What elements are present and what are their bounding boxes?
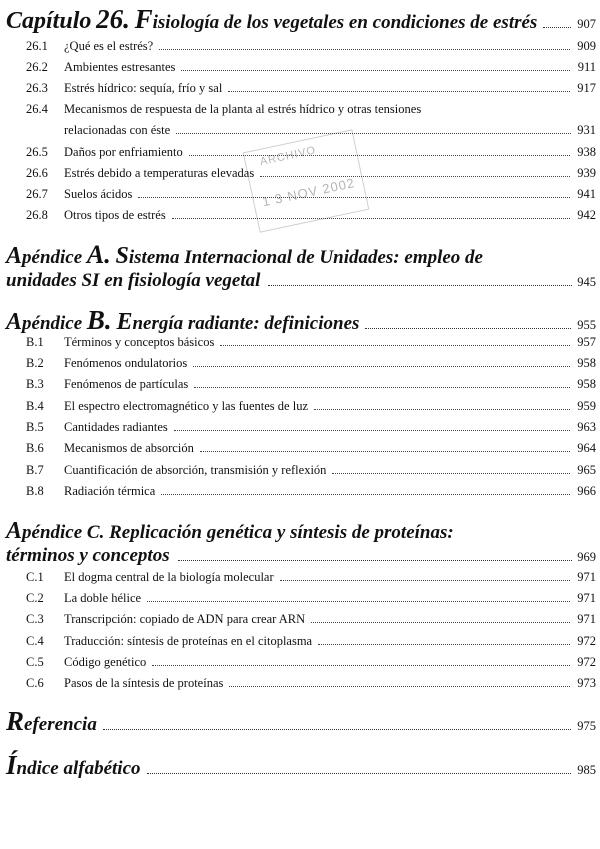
entry-title: Cantidades radiantes — [64, 420, 168, 434]
page-number: 958 — [577, 377, 596, 391]
entry-number: 26.2 — [26, 60, 48, 74]
entry-title: El espectro electromagnético y las fuentes de luz — [64, 399, 308, 413]
toc-entry-26-1[interactable] — [26, 39, 596, 54]
toc-entry-b-2[interactable] — [26, 356, 596, 371]
entry-title: Cuantificación de absorción, transmisión y reflexión — [64, 463, 327, 477]
leader-dots — [178, 560, 573, 561]
entry-title: Pasos de la síntesis de proteínas — [64, 676, 224, 690]
entry-title: La doble hélice — [64, 591, 142, 605]
toc-entry-b-8[interactable] — [26, 484, 596, 499]
entry-title: Fenómenos ondulatorios — [64, 356, 188, 370]
entry-title: Transcripción: copiado de ADN para crear ARN — [64, 612, 306, 626]
toc-entry-b-1[interactable] — [26, 335, 596, 350]
page-number: 942 — [577, 208, 596, 222]
toc-entry-c-6[interactable] — [26, 676, 596, 691]
leader-dots — [181, 70, 570, 71]
entry-title-line1: Mecanismos de respuesta de la planta al estrés hídrico y otras tensiones — [64, 102, 422, 116]
page-number: 965 — [577, 463, 596, 477]
appendix-b-title: Apéndice B. Energía radiante: definiciones — [6, 305, 360, 335]
leader-dots — [268, 285, 572, 286]
page-number: 971 — [577, 612, 596, 626]
stamp-line1: ARCHIVO — [258, 144, 318, 169]
entry-title: Ambientes estresantes — [64, 60, 176, 74]
entry-title: Código genético — [64, 655, 147, 669]
leader-dots — [229, 686, 570, 687]
appendix-c-heading[interactable] — [6, 518, 596, 567]
page-number: 958 — [577, 356, 596, 370]
toc-entry-26-8[interactable] — [26, 208, 596, 223]
toc-entry-c-3[interactable] — [26, 612, 596, 627]
leader-dots — [332, 473, 570, 474]
entry-number: 26.8 — [26, 208, 48, 222]
appendix-c-title-line2: términos y conceptos — [6, 545, 170, 566]
indice-title: Índice alfabético — [6, 750, 141, 780]
leader-dots — [318, 644, 570, 645]
entry-number: B.4 — [26, 399, 44, 413]
entry-number: 26.1 — [26, 39, 48, 53]
page-number: 957 — [577, 335, 596, 349]
page-number: 938 — [577, 145, 596, 159]
toc-entry-b-6[interactable] — [26, 441, 596, 456]
entry-number: B.8 — [26, 484, 44, 498]
entry-number: 26.7 — [26, 187, 48, 201]
toc-entry-b-7[interactable] — [26, 463, 596, 478]
page-number: 963 — [577, 420, 596, 434]
appendix-a-title-line2: unidades SI en fisiología vegetal — [6, 270, 261, 291]
entry-title: Estrés hídrico: sequía, frío y sal — [64, 81, 223, 95]
appendix-b-heading[interactable] — [6, 305, 596, 336]
entry-title: ¿Qué es el estrés? — [64, 39, 154, 53]
page-number: 985 — [577, 763, 596, 777]
entry-number: B.5 — [26, 420, 44, 434]
page-number: 964 — [577, 441, 596, 455]
entry-number: C.6 — [26, 676, 44, 690]
page-number: 917 — [577, 81, 596, 95]
entry-title: Otros tipos de estrés — [64, 208, 166, 222]
page-number: 955 — [577, 318, 596, 332]
leader-dots — [543, 27, 571, 28]
leader-dots — [152, 665, 570, 666]
entry-title: Traducción: síntesis de proteínas en el citoplasma — [64, 634, 313, 648]
leader-dots — [103, 729, 571, 730]
page-number: 966 — [577, 484, 596, 498]
entry-title: Daños por enfriamiento — [64, 145, 183, 159]
page-number: 945 — [577, 275, 596, 289]
toc-entry-c-2[interactable] — [26, 591, 596, 606]
referencia-title: Referencia — [6, 706, 97, 736]
leader-dots — [138, 197, 570, 198]
leader-dots — [311, 622, 570, 623]
leader-dots — [200, 451, 570, 452]
page-number: 907 — [577, 17, 596, 31]
entry-number: B.1 — [26, 335, 44, 349]
entry-number: C.3 — [26, 612, 44, 626]
page-number: 972 — [577, 655, 596, 669]
chapter-26-title: Capítulo 26. Fisiología de los vegetales en condiciones de estrés — [6, 4, 538, 34]
entry-title: Fenómenos de partículas — [64, 377, 189, 391]
leader-dots — [220, 345, 570, 346]
entry-number: C.5 — [26, 655, 44, 669]
entry-title: Suelos ácidos — [64, 187, 133, 201]
toc-entry-b-3[interactable] — [26, 377, 596, 392]
entry-number: 26.5 — [26, 145, 48, 159]
page-number: 941 — [577, 187, 596, 201]
entry-number: 26.6 — [26, 166, 48, 180]
page-number: 959 — [577, 399, 596, 413]
page-number: 909 — [577, 39, 596, 53]
leader-dots — [161, 494, 570, 495]
leader-dots — [280, 580, 570, 581]
leader-dots — [172, 218, 570, 219]
indice-heading[interactable] — [6, 750, 596, 781]
toc-entry-26-6[interactable] — [26, 166, 596, 181]
entry-title: El dogma central de la biología molecular — [64, 570, 274, 584]
leader-dots — [176, 133, 571, 134]
page-number: 971 — [577, 591, 596, 605]
page-number: 973 — [577, 676, 596, 690]
page-number: 939 — [577, 166, 596, 180]
leader-dots — [365, 328, 571, 329]
chapter-26-heading[interactable] — [6, 4, 596, 35]
page-number: 969 — [577, 550, 596, 564]
appendix-a-heading[interactable] — [6, 240, 596, 292]
toc-entry-b-5[interactable] — [26, 420, 596, 435]
entry-title: Radiación térmica — [64, 484, 156, 498]
appendix-c-title-line1: Apéndice C. Replicación genética y síntesis de proteínas: — [6, 518, 454, 544]
leader-dots — [189, 155, 570, 156]
entry-number: 26.3 — [26, 81, 48, 95]
entry-number: B.2 — [26, 356, 44, 370]
leader-dots — [147, 601, 570, 602]
toc-entry-c-4[interactable] — [26, 634, 596, 649]
leader-dots — [314, 409, 570, 410]
leader-dots — [147, 773, 571, 774]
leader-dots — [159, 49, 570, 50]
entry-title: Términos y conceptos básicos — [64, 335, 215, 349]
entry-number: B.7 — [26, 463, 44, 477]
referencia-heading[interactable] — [6, 706, 596, 737]
entry-title: Mecanismos de absorción — [64, 441, 194, 455]
stamp-date: 1 3 NOV 2002 — [260, 175, 357, 210]
toc-entry-b-4[interactable] — [26, 399, 596, 414]
toc-entry-26-7[interactable] — [26, 187, 596, 202]
toc-entry-26-5[interactable] — [26, 145, 596, 160]
appendix-a-title-line1: Apéndice A. Sistema Internacional de Unidades: empleo de — [6, 240, 483, 269]
entry-number: B.3 — [26, 377, 44, 391]
entry-number: B.6 — [26, 441, 44, 455]
entry-title: Estrés debido a temperaturas elevadas — [64, 166, 255, 180]
leader-dots — [194, 387, 570, 388]
toc-entry-26-3[interactable] — [26, 81, 596, 96]
page-number: 911 — [577, 60, 596, 74]
entry-number: C.2 — [26, 591, 44, 605]
toc-entry-c-1[interactable] — [26, 570, 596, 585]
page-number: 975 — [577, 719, 596, 733]
leader-dots — [228, 91, 570, 92]
page-number: 972 — [577, 634, 596, 648]
toc-entry-26-4[interactable] — [26, 102, 596, 138]
toc-entry-c-5[interactable] — [26, 655, 596, 670]
entry-title-line2: relacionadas con éste — [64, 123, 171, 137]
entry-number: C.4 — [26, 634, 44, 648]
entry-number: C.1 — [26, 570, 44, 584]
leader-dots — [260, 176, 570, 177]
toc-entry-26-2[interactable] — [26, 60, 596, 75]
page-number: 931 — [577, 123, 596, 137]
leader-dots — [193, 366, 570, 367]
leader-dots — [174, 430, 570, 431]
entry-number: 26.4 — [26, 102, 48, 116]
page-number: 971 — [577, 570, 596, 584]
